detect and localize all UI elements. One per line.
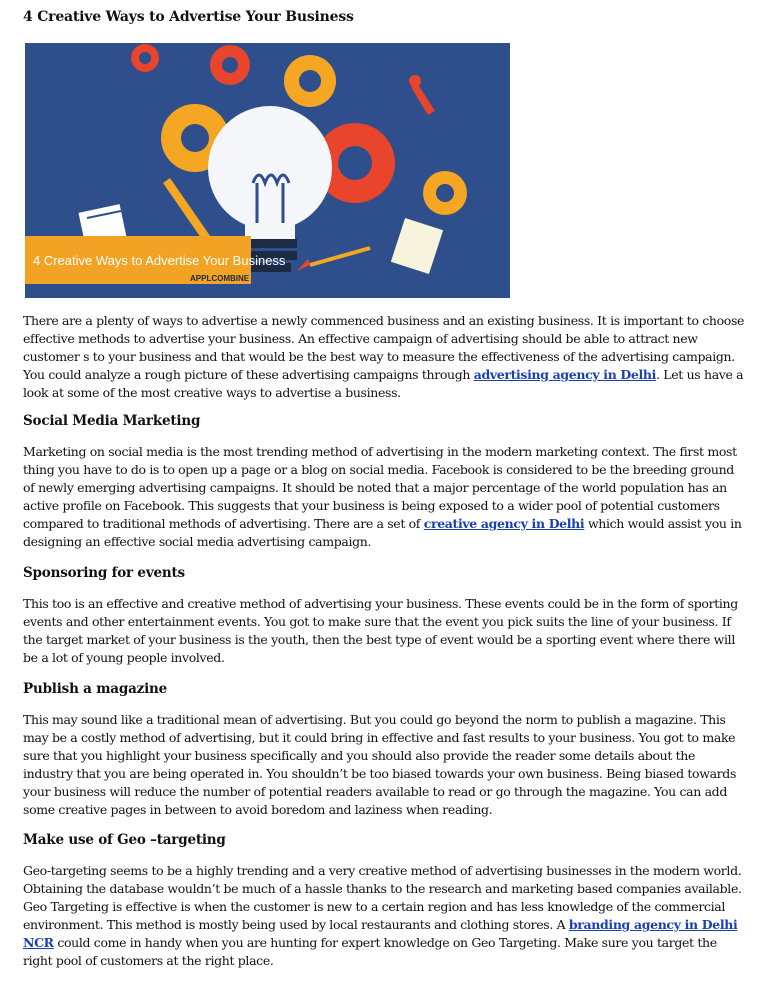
- paragraph-text: This too is an effective and creative method of advertising your business. These events could be in the form of sporting events and other entertainment events. You got to make sure that the event you pick suits the line of your business. If the target market of your business is the youth, then the best type of event would be a sporting event where there will be a lot of young people involved.: [23, 596, 738, 665]
- branding-agency-link[interactable]: branding agency in Delhi NCR: [23, 917, 738, 950]
- hero-illustration: [25, 43, 510, 298]
- section-heading: Sponsoring for events: [23, 565, 185, 581]
- gear-icon: [131, 44, 159, 72]
- section-heading: Social Media Marketing: [23, 413, 201, 429]
- section-heading: Publish a magazine: [23, 681, 168, 697]
- intro-paragraph: [23, 312, 745, 402]
- intro-text-end: . Let us have a look at some of the most creative ways to advertise a business.: [23, 367, 744, 400]
- section-paragraph: [23, 443, 745, 551]
- page-title: 4 Creative Ways to Advertise Your Business: [23, 9, 354, 25]
- paragraph-text-end: could come in handy when you are hunting for expert knowledge on Geo Targeting. Make sure you target the right pool of customers at the right place.: [23, 935, 717, 968]
- section-paragraph: [23, 595, 745, 667]
- section-heading: Make use of Geo –targeting: [23, 832, 226, 848]
- paragraph-text: Geo-targeting seems to be a highly trending and a very creative method of advertising businesses in the modern world. Obtaining the database wouldn’t be much of a hassle thanks to the research and marketing based companies available. Geo Targeting is effective is when the customer is new to a certain region and has less knowledge of the commercial environment. This method is mostly being used by local restaurants and clothing stores. A: [23, 863, 742, 932]
- lightbulb-gears-illustration: [25, 43, 510, 298]
- gear-icon: [423, 171, 467, 215]
- paragraph-text-end: which would assist you in designing an effective social media advertising campaign.: [23, 516, 742, 549]
- gear-icon: [210, 45, 250, 85]
- logo-text: APPLCOMBINE: [190, 274, 250, 283]
- gear-icon: [284, 55, 336, 107]
- paragraph-text: This may sound like a traditional mean of advertising. But you could go beyond the norm to publish a magazine. This may be a costly method of advertising, but it could bring in effective and fast results to your business. You got to make sure that you highlight your business specifically and you should also provide the reader some details about the industry that you are being operated in. You shouldn’t be too biased towards your own business. Being biased towards your business will reduce the number of potential readers available to read or go through the magazine. You can add some creative pages in between to avoid boredom and laziness when reading.: [23, 712, 737, 817]
- banner-text: 4 Creative Ways to Advertise Your Business: [33, 253, 286, 268]
- section-paragraph: [23, 711, 745, 819]
- advertising-agency-link[interactable]: advertising agency in Delhi: [473, 367, 657, 382]
- intro-text: There are a plenty of ways to advertise a newly commenced business and an existing business. It is important to choose effective methods to advertise your business. An effective campaign of advertising should be able to attract new customer s to your business and that would be the best way to measure the effectiveness of the advertising campaign. You could analyze a rough picture of these advertising campaigns through: [23, 313, 745, 382]
- section-paragraph: [23, 862, 745, 970]
- creative-agency-link[interactable]: creative agency in Delhi: [423, 516, 585, 531]
- paragraph-text: Marketing on social media is the most trending method of advertising in the modern marketing context. The first most thing you have to do is to open up a page or a blog on social media. Facebook is considered to be the breeding ground of newly emerging advertising campaigns. It should be noted that a major percentage of the world population has an active profile on Facebook. This suggests that your business is being exposed to a wider pool of potential customers compared to traditional methods of advertising. There are a set of: [23, 444, 737, 531]
